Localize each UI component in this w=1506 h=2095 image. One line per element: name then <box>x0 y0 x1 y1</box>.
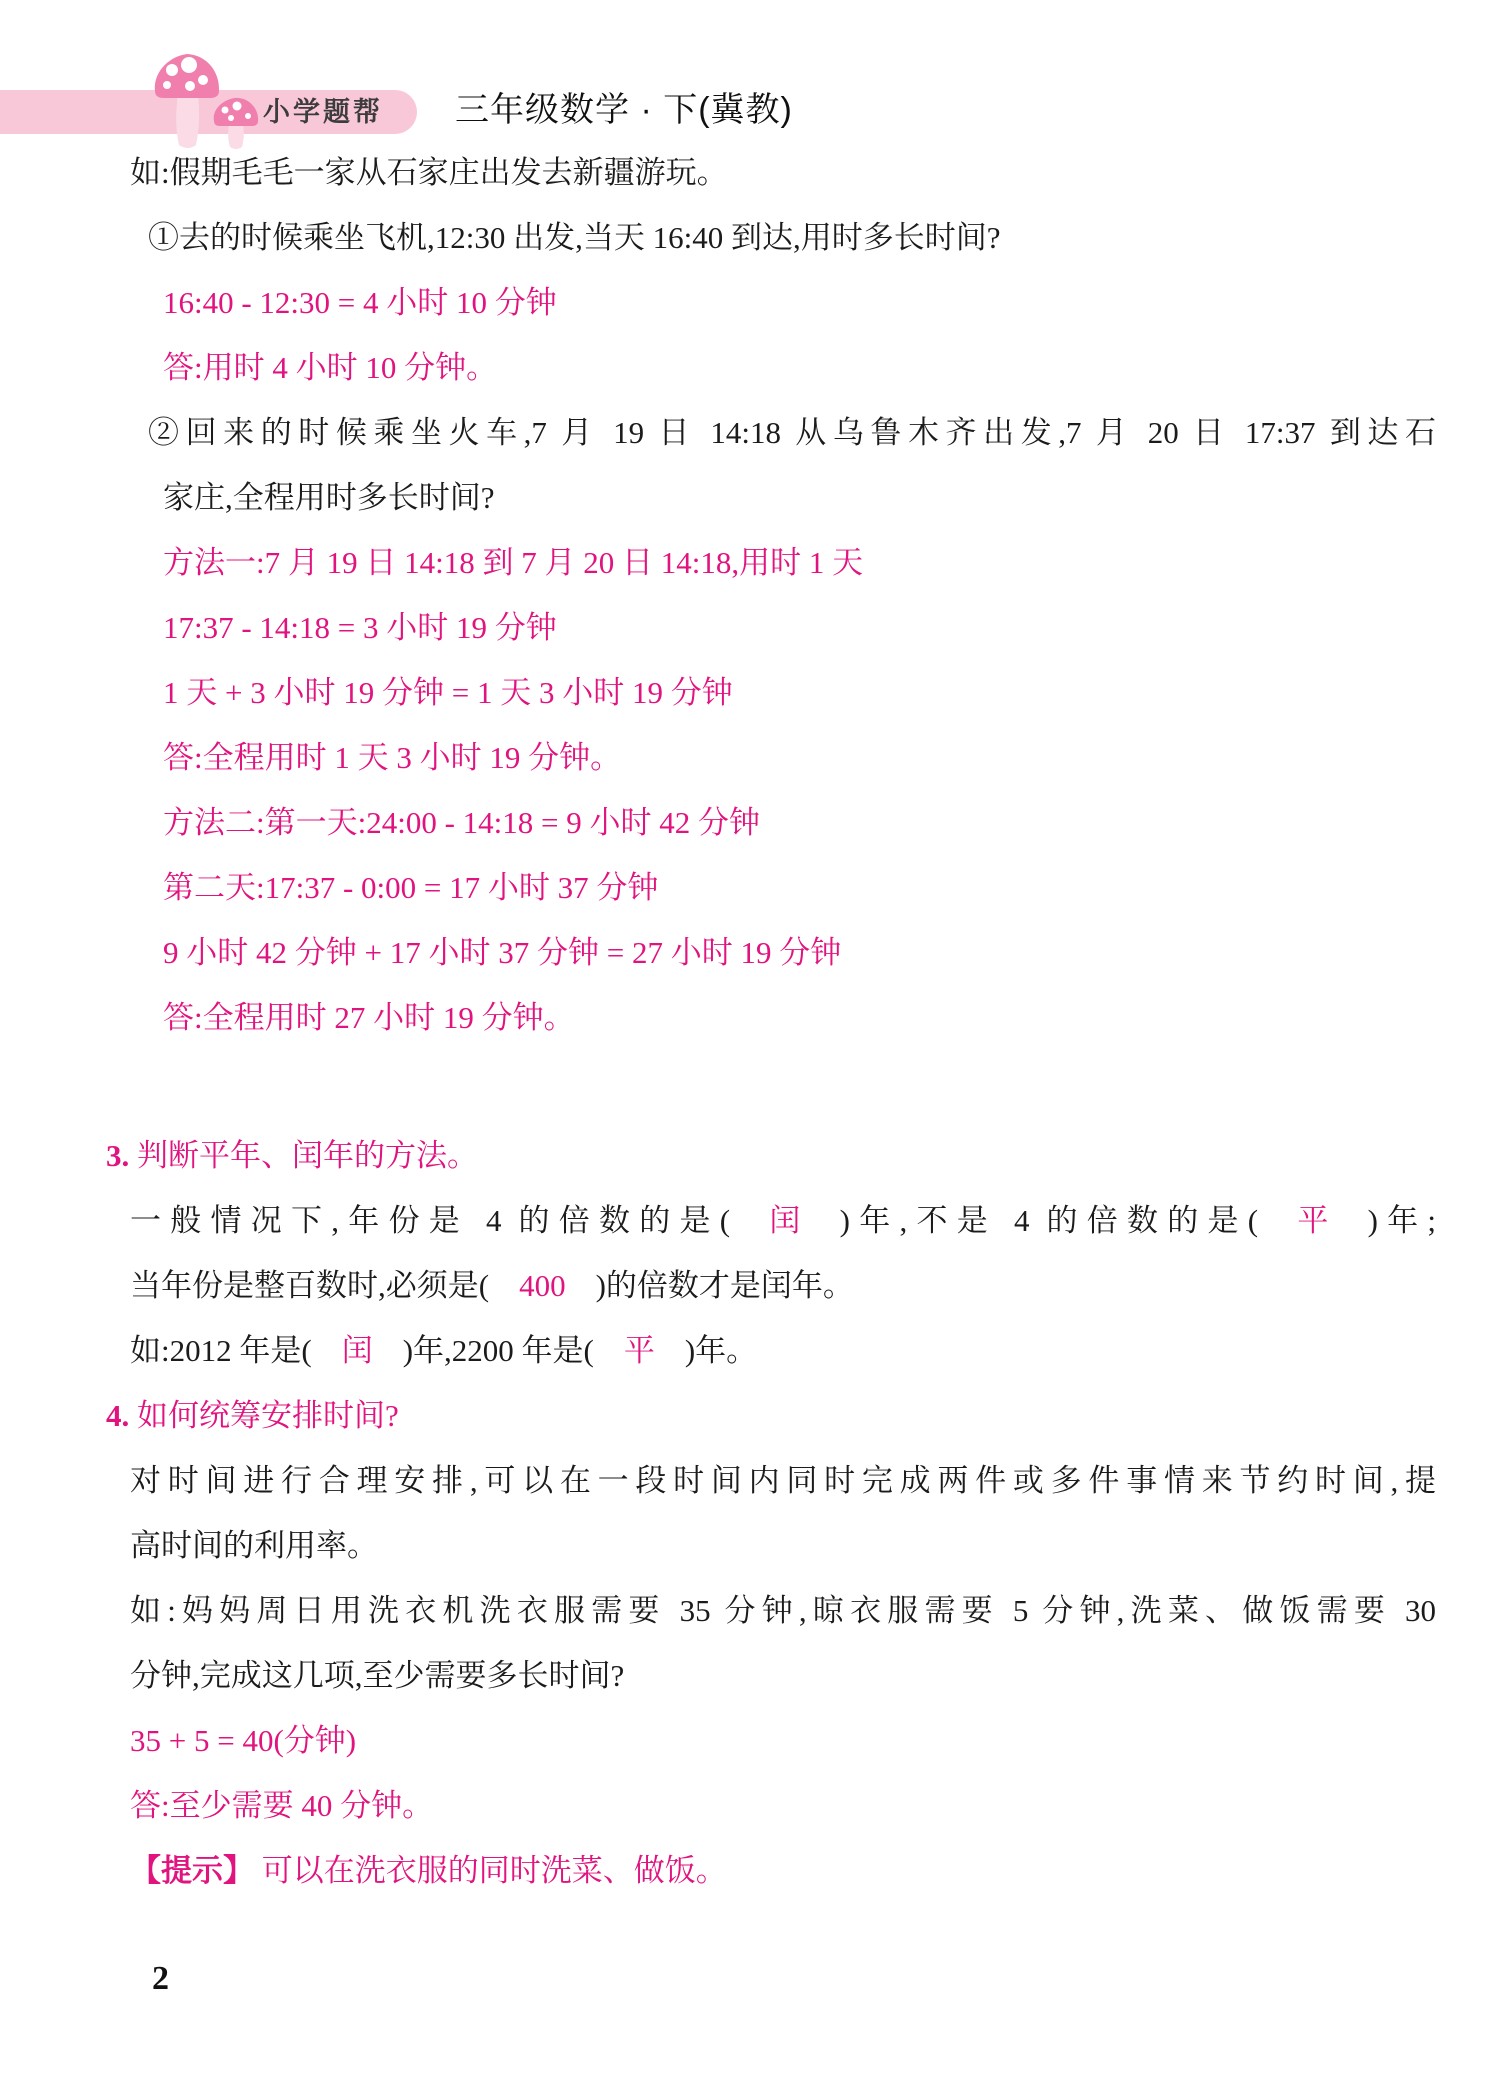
example-intro <box>0 140 1436 205</box>
answer-text: 35 + 5 = 40(分钟) <box>130 1723 357 1758</box>
section-4-answer <box>0 1773 1436 1838</box>
answer-text: 判断平年、闰年的方法。 <box>129 1138 478 1173</box>
content-lines <box>0 140 1436 1903</box>
answer-text: 1 天 + 3 小时 19 分钟 = 1 天 3 小时 19 分钟 <box>163 675 733 710</box>
question-text: 家庄,全程用时多长时间? <box>163 480 495 515</box>
solution-1-equation <box>0 270 1436 335</box>
answer-text: 闰 <box>341 1333 373 1368</box>
method-2-step-1 <box>0 790 1436 855</box>
answer-text: 答:全程用时 1 天 3 小时 19 分钟。 <box>163 740 622 775</box>
brand-label: 小学题帮 <box>263 97 383 127</box>
section-3-example <box>0 1318 1436 1383</box>
question-text: 高时间的利用率。 <box>130 1528 378 1563</box>
section-4-example-2 <box>0 1643 1436 1708</box>
answer-text: 第二天:17:37 - 0:00 = 17 小时 37 分钟 <box>163 870 659 905</box>
section-4-equation <box>0 1708 1436 1773</box>
answer-text: 9 小时 42 分钟 + 17 小时 37 分钟 = 27 小时 19 分钟 <box>163 935 842 970</box>
section-4-heading <box>0 1383 1436 1448</box>
question-text: )年,2200 年是( <box>402 1333 594 1368</box>
question-text: 如:妈妈周日用洗衣机洗衣服需要 35 分钟,晾衣服需要 5 分钟,洗菜、做饭需要 30 <box>130 1593 1436 1628</box>
section-4-text-1 <box>0 1448 1436 1513</box>
page-number: 2 <box>152 1960 169 1997</box>
question-text: ①去的时候乘坐飞机,12:30 出发,当天 16:40 到达,用时多长时间? <box>148 220 1001 255</box>
question-text: 对时间进行合理安排,可以在一段时间内同时完成两件或多件事情来节约时间,提 <box>130 1463 1436 1498</box>
section-3-rule-2 <box>0 1253 1436 1318</box>
method-2-step-3 <box>0 920 1436 985</box>
answer-text: 答:至少需要 40 分钟。 <box>130 1788 434 1823</box>
answer-text: 4. <box>106 1398 130 1433</box>
question-text: )年,不是 4 的倍数的是( <box>839 1203 1259 1238</box>
answer-text: 闰 <box>760 1203 810 1238</box>
section-4-text-2 <box>0 1513 1436 1578</box>
question-text: )年; <box>1367 1203 1437 1238</box>
question-text: 当年份是整百数时,必须是( <box>130 1268 490 1303</box>
question-text: ②回来的时候乘坐火车,7 月 19 日 14:18 从乌鲁木齐出发,7 月 20 日 17:37 到达石 <box>148 415 1436 450</box>
answer-text: 16:40 - 12:30 = 4 小时 10 分钟 <box>163 285 557 320</box>
question-2-line-1 <box>0 400 1436 465</box>
book-title: 三年级数学 · 下(冀教) <box>455 91 793 129</box>
answer-text: 【提示】 <box>130 1853 254 1888</box>
answer-text: 平 <box>1288 1203 1338 1238</box>
question-text: 如:假期毛毛一家从石家庄出发去新疆游玩。 <box>130 155 728 190</box>
method-1-step-1 <box>0 530 1436 595</box>
answer-text: 方法一:7 月 19 日 14:18 到 7 月 20 日 14:18,用时 1 天 <box>163 545 864 580</box>
answer-text: 平 <box>623 1333 655 1368</box>
section-3-heading <box>0 1123 1436 1188</box>
method-1-step-3 <box>0 660 1436 725</box>
method-2-step-2 <box>0 855 1436 920</box>
question-text: 如:2012 年是( <box>130 1333 312 1368</box>
question-text: 分钟,完成这几项,至少需要多长时间? <box>130 1658 625 1693</box>
method-1-step-2 <box>0 595 1436 660</box>
section-3-rule-1 <box>0 1188 1436 1253</box>
method-2-answer <box>0 985 1436 1050</box>
section-4-example-1 <box>0 1578 1436 1643</box>
solution-1-answer <box>0 335 1436 400</box>
answer-text: 400 <box>519 1268 566 1303</box>
answer-text: 17:37 - 14:18 = 3 小时 19 分钟 <box>163 610 557 645</box>
answer-text: 答:用时 4 小时 10 分钟。 <box>163 350 498 385</box>
answer-text: 3. <box>106 1138 130 1173</box>
section-4-hint <box>0 1838 1436 1903</box>
answer-text: 可以在洗衣服的同时洗菜、做饭。 <box>254 1853 727 1888</box>
question-text: 一般情况下,年份是 4 的倍数的是( <box>130 1203 731 1238</box>
question-text: )年。 <box>684 1333 758 1368</box>
answer-text: 答:全程用时 27 小时 19 分钟。 <box>163 1000 575 1035</box>
question-1 <box>0 205 1436 270</box>
question-text: )的倍数才是闰年。 <box>595 1268 854 1303</box>
mushrooms-icon <box>150 52 268 150</box>
answer-text: 方法二:第一天:24:00 - 14:18 = 9 小时 42 分钟 <box>163 805 761 840</box>
question-2-line-2 <box>0 465 1436 530</box>
answer-text: 如何统筹安排时间? <box>129 1398 399 1433</box>
method-1-answer <box>0 725 1436 790</box>
